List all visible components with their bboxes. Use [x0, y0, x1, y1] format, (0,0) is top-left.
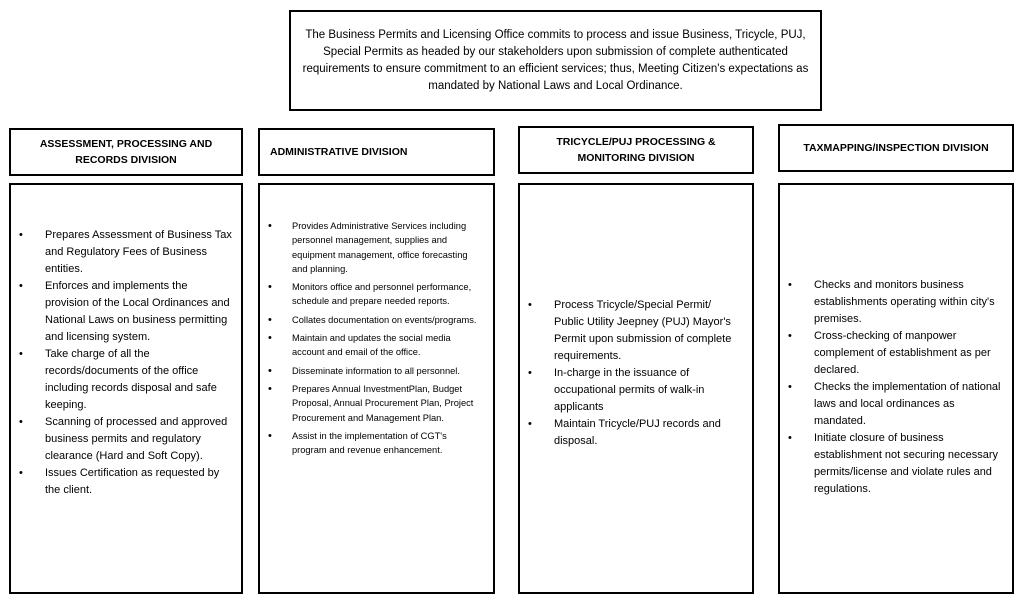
duty-list: [780, 277, 1004, 498]
list-item: • Prepares Assessment of Business Tax and Regulatory Fees of Business entities.: [11, 227, 233, 278]
list-item: • Cross-checking of manpower complement of establishment as per declared.: [780, 328, 1004, 379]
list-item: • Disseminate information to all personnel.: [260, 364, 483, 378]
list-item: • Process Tricycle/Special Permit/ Public Utility Jeepney (PUJ) Mayor's Permit upon submission of complete requirements.: [520, 297, 744, 365]
list-item: • Issues Certification as requested by the client.: [11, 465, 233, 499]
division-body-taxmapping: [778, 183, 1014, 594]
list-item: • Checks and monitors business establishments operating within city's premises.: [780, 277, 1004, 328]
list-item: • Provides Administrative Services including personnel management, supplies and equipment management, office forecasting and planning.: [260, 219, 483, 276]
division-title: TAXMAPPING/INSPECTION DIVISION: [803, 142, 989, 154]
division-body-administrative: [258, 183, 495, 594]
mission-statement-text: The Business Permits and Licensing Office commits to process and issue Business, Tricycle, PUJ, Special Permits as headed by our stakeholders upon submission of complete authenticated requirements to ensure commitment to an efficient services; thus, Meeting Citizen's expectations as mandated by National Laws and Local Ordinance.: [302, 28, 809, 92]
mission-statement-box: [289, 10, 822, 111]
division-header-tricycle-puj: [518, 126, 754, 174]
duty-list: [260, 219, 483, 457]
division-title: TRICYCLE/PUJ PROCESSING & MONITORING DIVISION: [556, 136, 716, 164]
division-header-administrative: [258, 128, 495, 176]
list-item: • Assist in the implementation of CGT's program and revenue enhancement.: [260, 429, 483, 458]
list-item: • Maintain and updates the social media account and email of the office.: [260, 331, 483, 360]
division-body-assessment: [9, 183, 243, 594]
list-item: • Checks the implementation of national laws and local ordinances as mandated.: [780, 379, 1004, 430]
division-body-tricycle-puj: [518, 183, 754, 594]
duty-list: [520, 297, 744, 450]
division-title: ADMINISTRATIVE DIVISION: [270, 146, 408, 158]
division-title: ASSESSMENT, PROCESSING AND RECORDS DIVISION: [39, 138, 213, 166]
list-item: • In-charge in the issuance of occupational permits of walk-in applicants: [520, 365, 744, 416]
list-item: • Scanning of processed and approved business permits and regulatory clearance (Hard and Soft Copy).: [11, 414, 233, 465]
list-item: • Maintain Tricycle/PUJ records and disposal.: [520, 416, 744, 450]
division-header-taxmapping: [778, 124, 1014, 172]
list-item: • Collates documentation on events/programs.: [260, 313, 483, 327]
division-header-assessment: [9, 128, 243, 176]
list-item: • Initiate closure of business establishment not securing necessary permits/license and violate rules and regulations.: [780, 430, 1004, 498]
list-item: • Enforces and implements the provision of the Local Ordinances and National Laws on business permitting and licensing system.: [11, 278, 233, 346]
list-item: • Prepares Annual InvestmentPlan, Budget Proposal, Annual Procurement Plan, Project Procurement and Management Plan.: [260, 382, 483, 425]
duty-list: [11, 227, 233, 499]
list-item: • Take charge of all the records/documents of the office including records disposal and safe keeping.: [11, 346, 233, 414]
list-item: • Monitors office and personnel performance, schedule and prepare needed reports.: [260, 280, 483, 309]
